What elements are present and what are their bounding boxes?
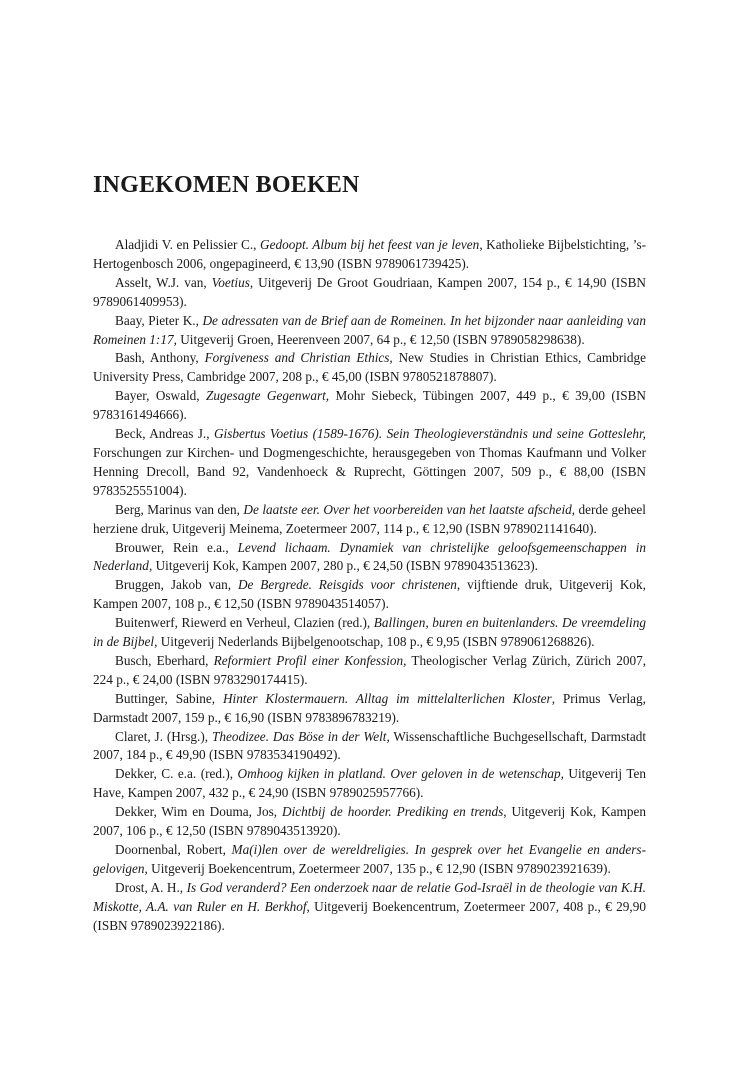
book-entry — [93, 765, 646, 803]
entry-details: Uitgeverij Ten Have, Kampen 2007, 432 p., € 24,90 (ISBN 9789025957766). — [93, 766, 646, 801]
book-entry — [93, 614, 646, 652]
entry-details: , Primus Verlag, Darmstadt 2007, 159 p., € 16,90 (ISBN 9783896783219). — [93, 690, 646, 725]
entry-author: Doornenbal, Robert, — [115, 842, 232, 857]
entry-title: Voetius — [211, 274, 250, 290]
entry-author: Brouwer, Rein e.a., — [115, 539, 238, 555]
entry-title: Zugesagte Gegenwart, — [206, 388, 330, 404]
book-entry — [93, 349, 646, 387]
book-entry — [93, 387, 646, 425]
entry-author: Busch, Eberhard, — [115, 652, 214, 668]
entry-author: Bash, Anthony, — [115, 350, 205, 366]
entry-details: New Studies in Christian Ethics, Cambridge University Press, Cambridge 2007, 208 p., € 45,00 (ISBN 9780521878807). — [93, 350, 646, 385]
book-entry — [93, 803, 646, 841]
entry-author: Claret, J. (Hrsg.), — [115, 728, 212, 744]
book-entry — [93, 501, 646, 539]
entry-title: Levend lichaam. Dynamiek van christelijke geloofsgemeenschappen in Nederland — [93, 539, 646, 574]
entry-details: , Katholieke Bijbelstichting, ’s-Hertogenbosch 2006, ongepagineerd, € 13,90 (ISBN 9789061739425). — [93, 237, 647, 271]
entry-details: derde geheel herziene druk, Uitgeverij Meinema, Zoetermeer 2007, 114 p., € 12,90 (ISBN 9789021141640). — [93, 501, 646, 536]
book-entry — [93, 274, 646, 312]
entry-details: , Uitgeverij Boekencentrum, Zoetermeer 2007, 408 p., € 29,90 (ISBN 9789023922186). — [93, 898, 646, 933]
book-entry — [93, 236, 646, 274]
entry-details: Wissenschaftliche Buchgesellschaft, Darmstadt 2007, 184 p., € 49,90 (ISBN 9783534190492). — [93, 728, 647, 763]
book-entry — [93, 841, 646, 879]
entry-title: Gisbertus Voetius (1589-1676). Sein Theologieverständnis und seine Gotteslehr, — [213, 426, 646, 442]
entry-author: Asselt, W.J. van, — [115, 274, 212, 290]
entry-author: Dekker, Wim en Douma, Jos, — [115, 804, 282, 820]
book-entry — [93, 690, 646, 728]
book-entry — [93, 652, 646, 690]
entry-details: , Uitgeverij Kok, Kampen 2007, 106 p., € 12,50 (ISBN 9789043513920). — [93, 804, 646, 839]
entry-details: , vijftiende druk, Uitgeverij Kok, Kampen 2007, 108 p., € 12,50 (ISBN 9789043514057). — [93, 577, 646, 612]
book-entry — [93, 879, 646, 936]
entry-author: Berg, Marinus van den, — [115, 501, 244, 517]
entry-title: Forgiveness and Christian Ethics, — [204, 350, 393, 366]
entry-title: Gedoopt. Album bij het feest van je leven — [260, 237, 480, 252]
entry-author: Drost, A. H., — [115, 879, 187, 895]
entry-title: Ma(i)len over de wereldreligies. In gesprek over het Evangelie en andersgelovigen, — [93, 842, 646, 876]
entry-title: Hinter Klostermauern. Alltag im mittelalterlichen Kloster — [222, 690, 552, 706]
entry-title: De Bergrede. Reisgids voor christenen — [237, 577, 457, 593]
book-entry — [93, 539, 646, 577]
entry-title: Theodizee. Das Böse in der Welt, — [211, 728, 390, 744]
entry-title: Dichtbij de hoorder. Prediking en trends — [282, 804, 504, 820]
entry-title: Omhoog kijken in platland. Over geloven in de wetenschap, — [237, 766, 564, 782]
book-entry — [93, 312, 646, 350]
entry-details: , Theologischer Verlag Zürich, Zürich 2007, 224 p., € 24,00 (ISBN 9783290174415). — [93, 652, 647, 687]
entry-author: Beck, Andreas J., — [115, 426, 214, 442]
book-entry — [93, 425, 646, 501]
book-entry — [93, 576, 646, 614]
entry-title: Ballingen, buren en buitenlanders. De vreemdeling in de Bijbel — [93, 615, 646, 650]
entry-details: Forschungen zur Kirchen- und Dogmengeschichte, herausgegeben von Thomas Kaufmann und Volker Henning Drecoll, Band 92, Vandenhoeck & Ruprecht, Göttingen 2007, 509 p., € 88,00 (ISBN 9783525551004). — [93, 444, 646, 498]
entry-author: Baay, Pieter K., — [115, 312, 203, 328]
entry-author: Bruggen, Jakob van, — [115, 577, 238, 593]
entry-details: , Uitgeverij Groen, Heerenveen 2007, 64 p., € 12,50 (ISBN 9789058298638). — [173, 331, 585, 347]
entry-title: Reformiert Profil einer Konfession — [213, 652, 404, 668]
entry-title: De adressaten van de Brief aan de Romeinen. In het bijzonder naar aanleiding van Romeinen 1:17 — [93, 312, 646, 347]
book-list — [93, 236, 646, 936]
entry-author: Bayer, Oswald, — [115, 388, 207, 404]
entry-author: Dekker, C. e.a. (red.), — [115, 766, 238, 782]
entry-details: , Uitgeverij Nederlands Bijbelgenootschap, 108 p., € 9,95 (ISBN 9789061268826). — [154, 634, 595, 650]
entry-author: Buitenwerf, Riewerd en Verheul, Clazien (red.), — [115, 615, 374, 631]
entry-details: Uitgeverij Boekencentrum, Zoetermeer 2007, 135 p., € 12,90 (ISBN 9789023921639). — [147, 860, 611, 876]
page-title: INGEKOMEN BOEKEN — [93, 172, 360, 198]
entry-details: , Uitgeverij De Groot Goudriaan, Kampen 2007, 154 p., € 14,90 (ISBN 9789061409953). — [93, 274, 646, 309]
entry-author: Buttinger, Sabine, — [115, 690, 223, 706]
entry-author: Aladjidi V. en Pelissier C., — [115, 237, 261, 252]
book-entry — [93, 728, 646, 766]
entry-details: Mohr Siebeck, Tübingen 2007, 449 p., € 39,00 (ISBN 9783161494666). — [93, 388, 646, 423]
entry-title: De laatste eer. Over het voorbereiden van het laatste afscheid, — [243, 501, 576, 517]
entry-details: , Uitgeverij Kok, Kampen 2007, 280 p., € 24,50 (ISBN 9789043513623). — [148, 558, 538, 574]
entry-title: Is God veranderd? Een onderzoek naar de relatie God-Israël in de theologie van K.H. Miskotte, A.A. van Ruler en H. Berkhof — [93, 879, 646, 914]
